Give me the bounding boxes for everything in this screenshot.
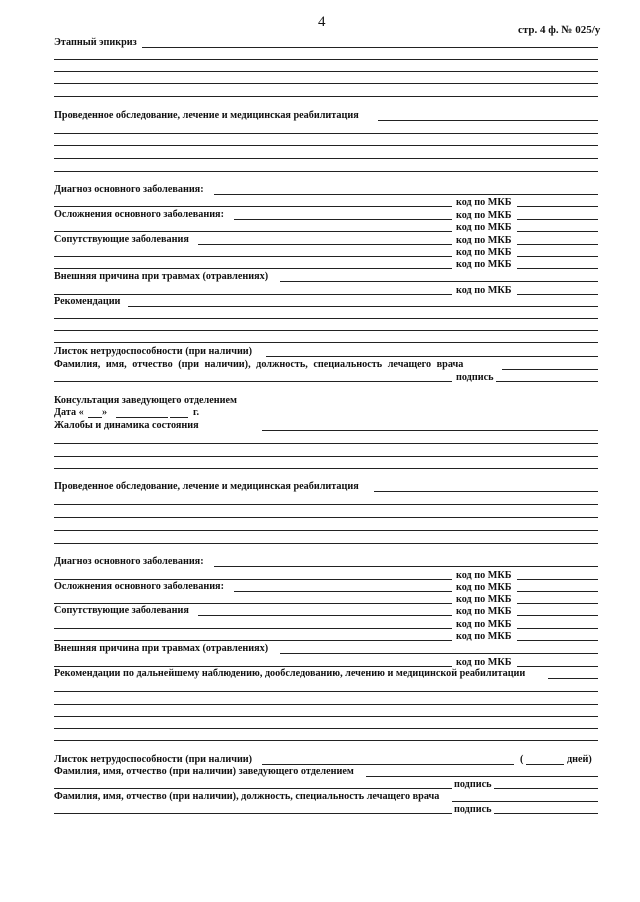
epicrisis-line[interactable] <box>54 83 598 84</box>
complaints-label: Жалобы и динамика состояния <box>54 420 199 431</box>
concomitant2-line[interactable] <box>54 640 452 641</box>
page-number: 4 <box>318 14 326 30</box>
doctor-name-line[interactable] <box>54 381 452 382</box>
external-cause-line[interactable] <box>54 294 452 295</box>
head-name-line[interactable] <box>366 776 598 777</box>
date-year-label: г. <box>193 407 200 418</box>
treatment2-line[interactable] <box>54 530 598 531</box>
complaints-line[interactable] <box>262 430 598 431</box>
mkb-code-field[interactable] <box>517 591 598 592</box>
complaints-line[interactable] <box>54 456 598 457</box>
mkb-code-field[interactable] <box>517 579 598 580</box>
concomitant-line[interactable] <box>54 268 452 269</box>
complications2-label: Осложнения основного заболевания: <box>54 581 224 592</box>
mkb-code-field[interactable] <box>517 294 598 295</box>
diagnosis-line[interactable] <box>54 206 452 207</box>
signature-label: подпись <box>456 372 494 383</box>
mkb-code-field[interactable] <box>517 268 598 269</box>
concomitant2-line[interactable] <box>198 615 452 616</box>
doctor-name-label: Фамилия, имя, отчество (при наличии), должность, специальность лечащего врача <box>54 359 464 370</box>
recommendations2-line[interactable] <box>54 740 598 741</box>
doctor-name-line[interactable] <box>502 369 598 370</box>
mkb-label: код по МКБ <box>456 235 512 246</box>
treatment2-label: Проведенное обследование, лечение и медицинская реабилитация <box>54 481 359 492</box>
complications-line[interactable] <box>54 231 452 232</box>
main-diagnosis-label: Диагноз основного заболевания: <box>54 184 204 195</box>
diagnosis2-line[interactable] <box>54 579 452 580</box>
epicrisis-label: Этапный эпикриз <box>54 37 137 48</box>
mkb-label: код по МКБ <box>456 570 512 581</box>
complications-line[interactable] <box>234 219 452 220</box>
external-cause2-line[interactable] <box>280 653 598 654</box>
head-signature-label: подпись <box>454 779 492 790</box>
complaints-line[interactable] <box>54 468 598 469</box>
mkb-label: код по МКБ <box>456 259 512 270</box>
sick-leave2-line[interactable] <box>262 764 514 765</box>
head-signature-line[interactable] <box>494 788 598 789</box>
date-year-field[interactable] <box>170 417 188 418</box>
recommendations-line[interactable] <box>54 330 598 331</box>
concomitant-line[interactable] <box>198 244 452 245</box>
mkb-code-field[interactable] <box>517 231 598 232</box>
treatment-line[interactable] <box>54 158 598 159</box>
head-name-label: Фамилия, имя, отчество (при наличии) заведующего отделением <box>54 766 354 777</box>
treatment-label: Проведенное обследование, лечение и медицинская реабилитация <box>54 110 359 121</box>
form-code: стр. 4 ф. № 025/у <box>518 24 601 36</box>
concomitant2-label: Сопутствующие заболевания <box>54 605 189 616</box>
mkb-code-field[interactable] <box>517 244 598 245</box>
doctor-name2-label: Фамилия, имя, отчество (при наличии), должность, специальность лечащего врача <box>54 791 440 802</box>
external-cause-label: Внешняя причина при травмах (отравлениях) <box>54 271 269 282</box>
complications2-line[interactable] <box>234 591 452 592</box>
mkb-label: код по МКБ <box>456 197 512 208</box>
treatment2-line[interactable] <box>54 543 598 544</box>
recommendations-label: Рекомендации <box>54 296 121 307</box>
doctor-name2-line[interactable] <box>54 813 452 814</box>
mkb-label: код по МКБ <box>456 631 512 642</box>
recommendations2-line[interactable] <box>54 716 598 717</box>
treatment2-line[interactable] <box>54 504 598 505</box>
head-name-line[interactable] <box>54 788 452 789</box>
mkb-code-field[interactable] <box>517 666 598 667</box>
concomitant2-line[interactable] <box>54 628 452 629</box>
days-open: ( <box>520 754 524 765</box>
concomitant-line[interactable] <box>54 256 452 257</box>
mkb-label: код по МКБ <box>456 247 512 258</box>
complications2-line[interactable] <box>54 603 452 604</box>
recommendations2-line[interactable] <box>54 691 598 692</box>
date-quote: » <box>102 407 108 418</box>
days-field[interactable] <box>526 764 564 765</box>
epicrisis-line[interactable] <box>142 47 598 48</box>
treatment-line[interactable] <box>54 145 598 146</box>
mkb-label: код по МКБ <box>456 582 512 593</box>
diagnosis-line[interactable] <box>214 194 598 195</box>
main-diagnosis2-label: Диагноз основного заболевания: <box>54 556 204 567</box>
epicrisis-line[interactable] <box>54 96 598 97</box>
mkb-label: код по МКБ <box>456 619 512 630</box>
treatment2-line[interactable] <box>54 517 598 518</box>
date-month-field[interactable] <box>116 417 168 418</box>
recommendations-line[interactable] <box>54 318 598 319</box>
mkb-label: код по МКБ <box>456 594 512 605</box>
mkb-code-field[interactable] <box>517 603 598 604</box>
mkb-code-field[interactable] <box>517 628 598 629</box>
mkb-code-field[interactable] <box>517 206 598 207</box>
sick-leave2-label: Листок нетрудоспособности (при наличии) <box>54 754 253 765</box>
mkb-code-field[interactable] <box>517 256 598 257</box>
mkb-code-field[interactable] <box>517 219 598 220</box>
days-label: дней) <box>567 754 592 765</box>
external-cause-line[interactable] <box>280 281 598 282</box>
mkb-label: код по МКБ <box>456 222 512 233</box>
treatment2-line[interactable] <box>374 491 598 492</box>
signature-line[interactable] <box>496 381 598 382</box>
doctor-signature-line[interactable] <box>494 813 598 814</box>
doctor-signature-label: подпись <box>454 804 492 815</box>
recommendations2-line[interactable] <box>54 704 598 705</box>
mkb-code-field[interactable] <box>517 640 598 641</box>
diagnosis2-line[interactable] <box>214 566 598 567</box>
epicrisis-line[interactable] <box>54 59 598 60</box>
treatment-line[interactable] <box>378 120 598 121</box>
date-day-field[interactable] <box>88 417 102 418</box>
concomitant-label: Сопутствующие заболевания <box>54 234 189 245</box>
sick-leave-label: Листок нетрудоспособности (при наличии) <box>54 346 253 357</box>
external-cause2-label: Внешняя причина при травмах (отравлениях) <box>54 643 269 654</box>
date-label <box>54 408 84 418</box>
recommendations-line[interactable] <box>128 306 598 307</box>
mkb-label: код по МКБ <box>456 285 512 296</box>
mkb-label: код по МКБ <box>456 657 512 668</box>
consultation-title: Консультация заведующего отделением <box>54 395 237 406</box>
recommendations2-label: Рекомендации по дальнейшему наблюдению, дообследованию, лечению и медицинской реабилитации <box>54 668 526 679</box>
treatment-line[interactable] <box>54 133 598 134</box>
mkb-label: код по МКБ <box>456 606 512 617</box>
mkb-code-field[interactable] <box>517 615 598 616</box>
mkb-label: код по МКБ <box>456 210 512 221</box>
doctor-name2-line[interactable] <box>452 801 598 802</box>
recommendations2-line[interactable] <box>54 728 598 729</box>
date-prefix: Дата « <box>54 407 84 418</box>
epicrisis-line[interactable] <box>54 71 598 72</box>
sick-leave-line[interactable] <box>266 356 598 357</box>
recommendations2-line[interactable] <box>548 678 598 679</box>
treatment-line[interactable] <box>54 171 598 172</box>
complications-label: Осложнения основного заболевания: <box>54 209 224 220</box>
recommendations-line[interactable] <box>54 342 598 343</box>
external-cause2-line[interactable] <box>54 666 452 667</box>
complaints-line[interactable] <box>54 443 598 444</box>
